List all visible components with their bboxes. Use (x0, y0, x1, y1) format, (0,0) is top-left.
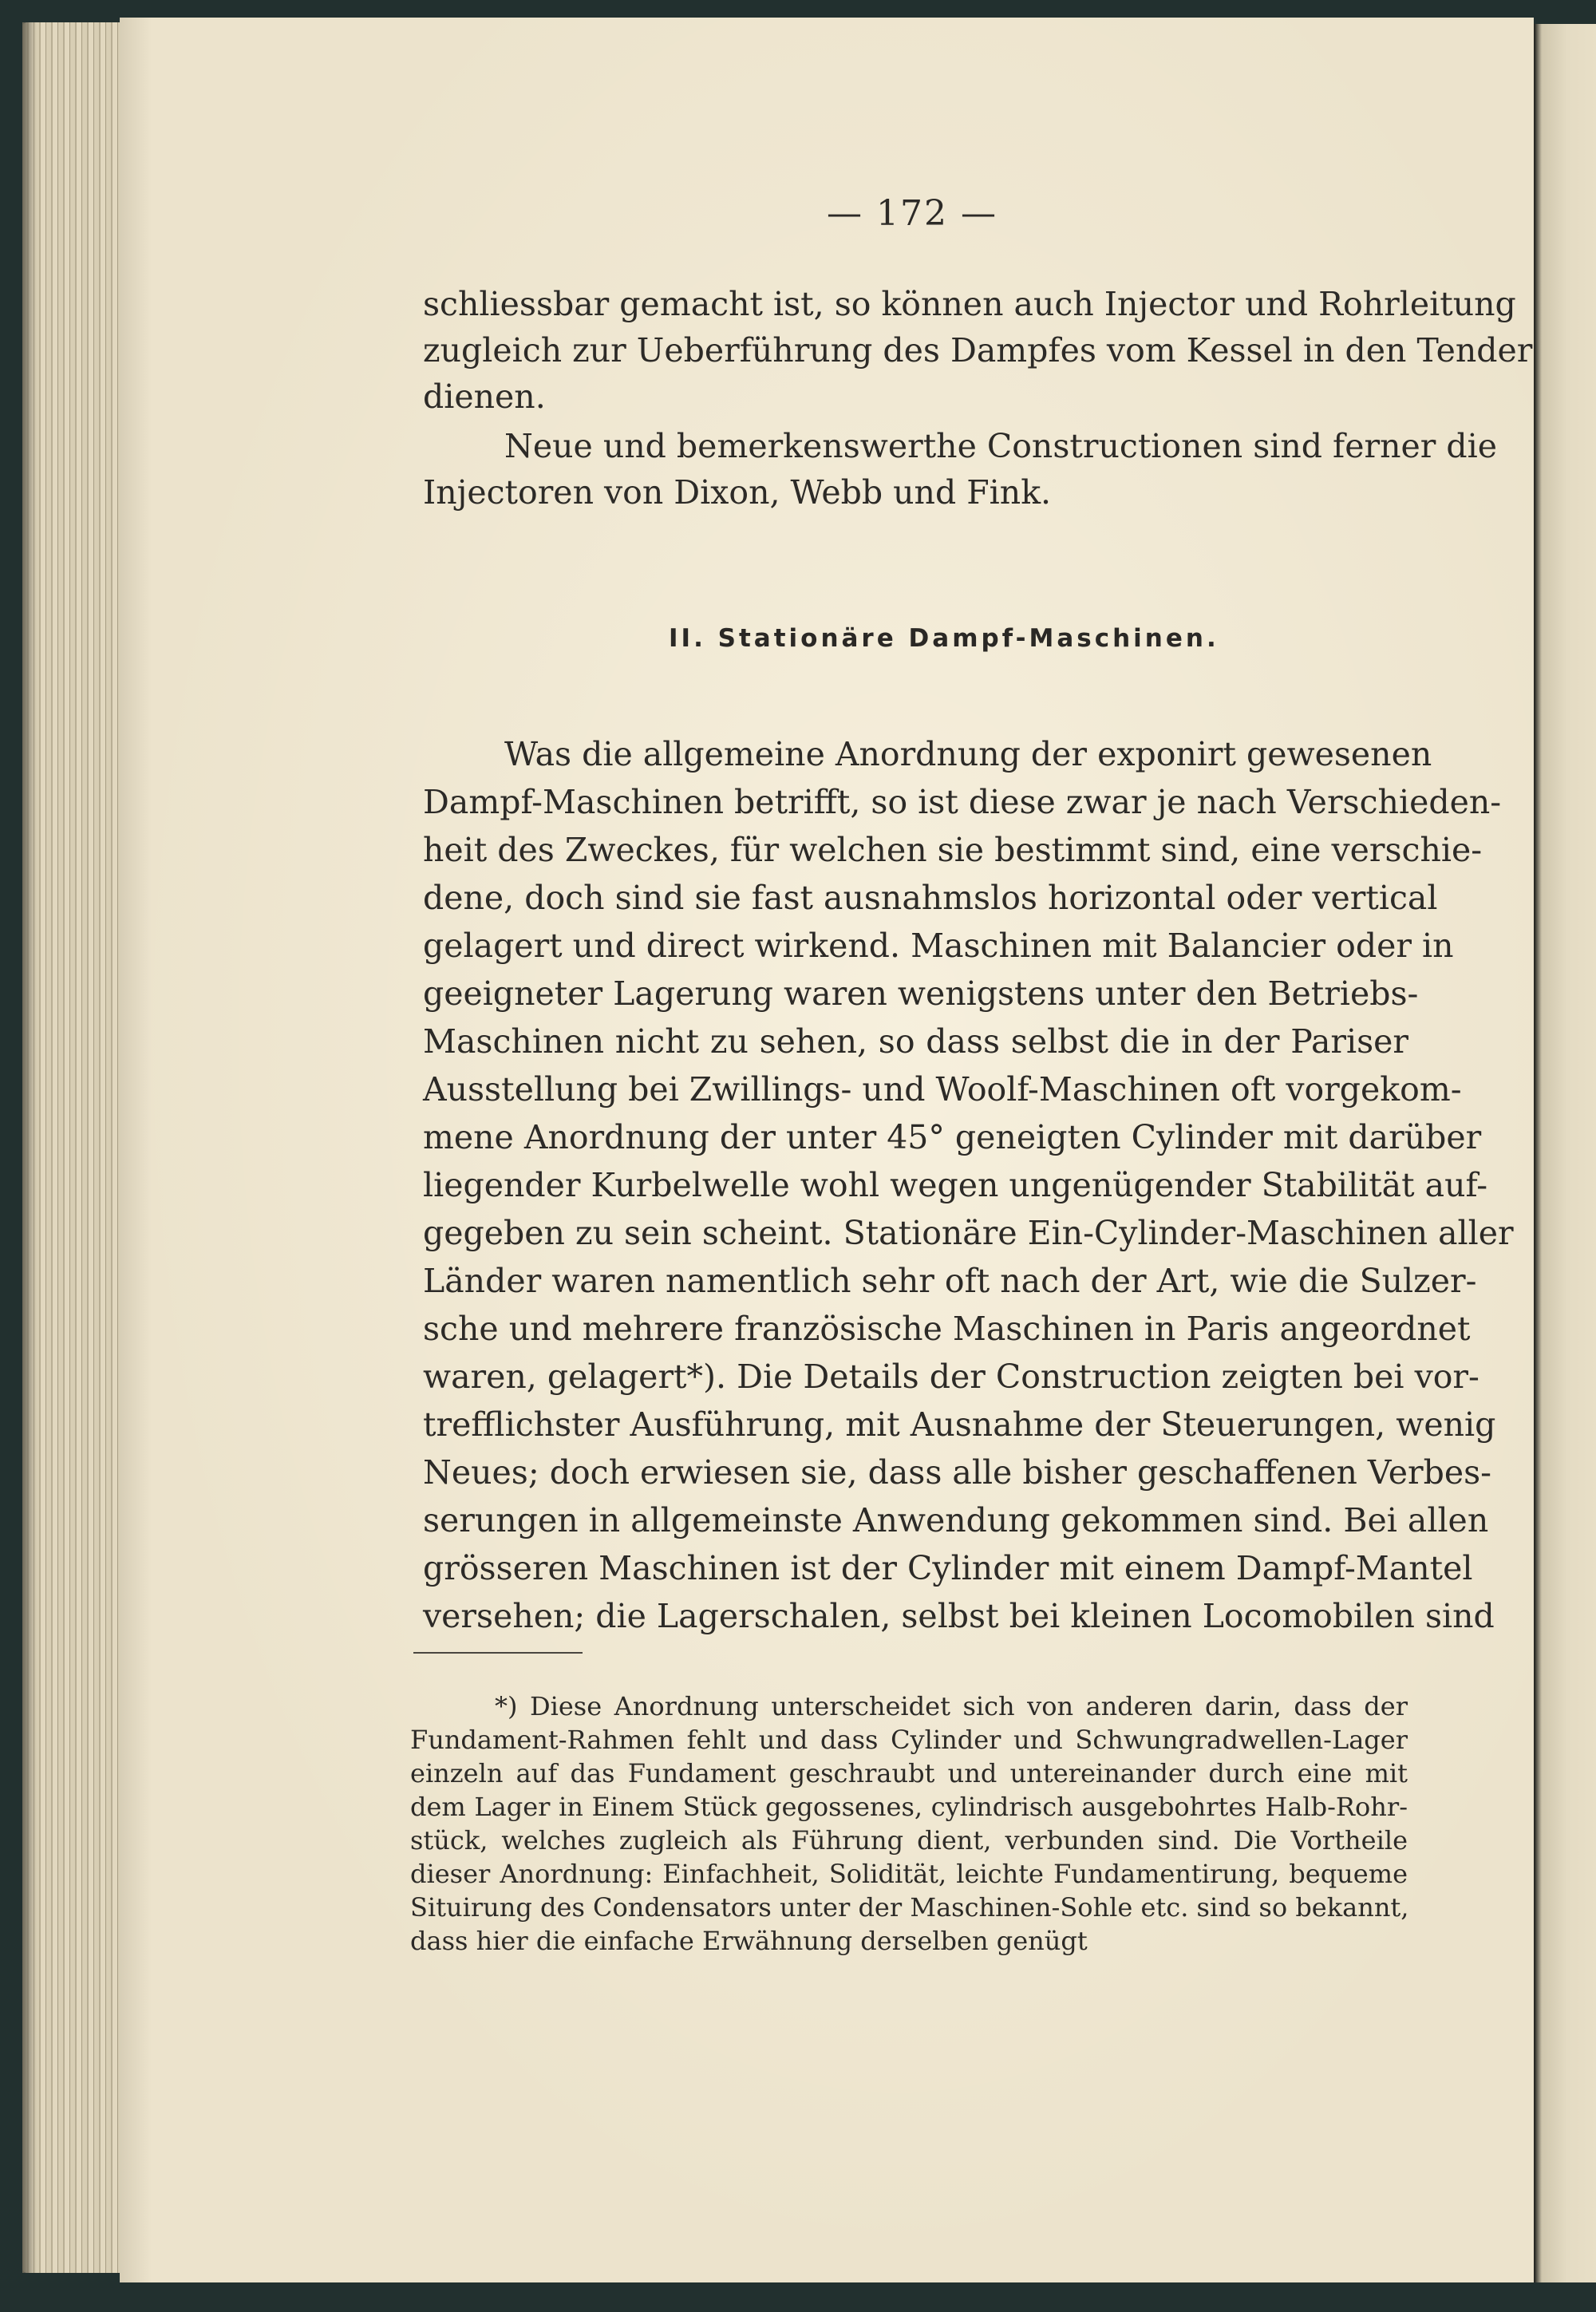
text-line: geeigneter Lagerung waren wenigstens unter den Betriebs- (423, 974, 1419, 1013)
text-line: Maschinen nicht zu sehen, so dass selbst die in der Pariser (423, 1022, 1408, 1061)
footnote-line: Fundament-Rahmen fehlt und dass Cylinder und Schwungradwellen-Lager (410, 1725, 1408, 1755)
text-line: mene Anordnung der unter 45° geneigten Cylinder mit darüber (423, 1118, 1482, 1156)
text-line: Was die allgemeine Anordnung der exponirt gewesenen (504, 735, 1432, 773)
page-edge-shadow (22, 22, 37, 2273)
text-line: Neue und bemerkenswerthe Constructionen sind ferner die (504, 427, 1497, 465)
footnote-line: *) Diese Anordnung unterscheidet sich von anderen darin, dass der (495, 1691, 1408, 1721)
text-line: trefflichster Ausführung, mit Ausnahme der Steuerungen, wenig (423, 1405, 1496, 1444)
text-line: dene, doch sind sie fast ausnahmslos horizontal oder vertical (423, 879, 1438, 917)
text-line: Länder waren namentlich sehr oft nach der Art, wie die Sulzer- (423, 1262, 1477, 1300)
text-line: waren, gelagert*). Die Details der Construction zeigten bei vor- (423, 1358, 1479, 1396)
text-line: Neues; doch erwiesen sie, dass alle bisher geschaffenen Verbes- (423, 1453, 1492, 1492)
text-line: Ausstellung bei Zwillings- und Woolf-Maschinen oft vorgekom- (423, 1070, 1462, 1109)
text-line: heit des Zweckes, für welchen sie bestimmt sind, eine verschie- (423, 831, 1483, 869)
text-line: sche und mehrere französische Maschinen in Paris angeordnet (423, 1310, 1471, 1348)
footnote-line: stück, welches zugleich als Führung dient, verbunden sind. Die Vortheile (410, 1825, 1408, 1856)
text-line: zugleich zur Ueberführung des Dampfes vom Kessel in den Tender (423, 331, 1533, 370)
page-block-edges (22, 22, 126, 2273)
footnote-line: dass hier die einfache Erwähnung derselben genügt (410, 1926, 1088, 1956)
text-line: Dampf-Maschinen betrifft, so ist diese zwar je nach Verschieden- (423, 783, 1502, 821)
text-line: versehen; die Lagerschalen, selbst bei kleinen Locomobilen sind (423, 1597, 1495, 1635)
footnote-line: dieser Anordnung: Einfachheit, Solidität, leichte Fundamentirung, bequeme (410, 1859, 1408, 1889)
text-line: Injectoren von Dixon, Webb und Fink. (423, 473, 1052, 512)
page-number: — 172 — (827, 193, 998, 234)
text-line: grösseren Maschinen ist der Cylinder mit einem Dampf-Mantel (423, 1549, 1473, 1587)
footnote-rule (413, 1652, 583, 1654)
text-line: serungen in allgemeinste Anwendung gekommen sind. Bei allen (423, 1501, 1489, 1539)
text-line: dienen. (423, 377, 546, 416)
footnote-line: Situirung des Condensators unter der Maschinen-Sohle etc. sind so bekannt, (410, 1892, 1409, 1923)
footnote-line: einzeln auf das Fundament geschraubt und untereinander durch eine mit (410, 1758, 1408, 1788)
facing-page-sliver (1535, 24, 1596, 2282)
text-line: schliessbar gemacht ist, so können auch Injector und Rohrleitung (423, 285, 1516, 323)
text-line: gelagert und direct wirkend. Maschinen mit Balancier oder in (423, 927, 1454, 965)
text-line: gegeben zu sein scheint. Stationäre Ein-Cylinder-Maschinen aller (423, 1214, 1514, 1252)
footnote-line: dem Lager in Einem Stück gegossenes, cylindrisch ausgebohrtes Halb-Rohr- (410, 1792, 1408, 1822)
text-line: liegender Kurbelwelle wohl wegen ungenügender Stabilität auf- (423, 1166, 1488, 1204)
section-heading: II. Stationäre Dampf-Maschinen. (669, 624, 1219, 653)
